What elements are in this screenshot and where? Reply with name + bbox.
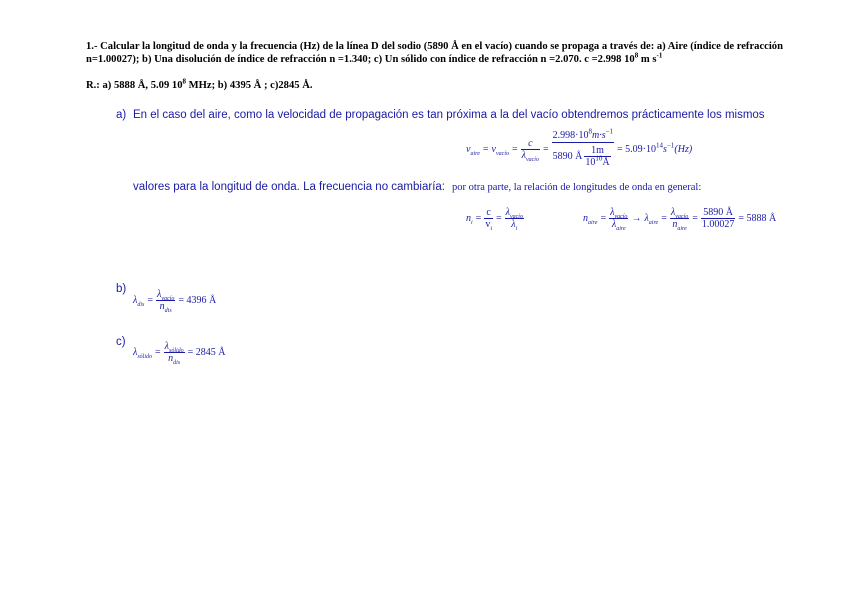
answer-exponent: 8 <box>182 77 187 86</box>
eqc-lambda-num-sub: sólido <box>169 347 184 354</box>
eq3-lambda-aire: λ <box>644 212 649 224</box>
refraction-index-equation: $n_i$ = $\frac{c}{v_i}$ = $\frac{\lambda_{vacío}}{\lambda_i}$ <box>466 206 523 232</box>
eq1-nu-vacio: ν <box>491 143 496 155</box>
eq1-num-units-exp: −1 <box>605 127 614 136</box>
eqc-lambda: λ <box>133 346 138 358</box>
eq2-v-sub: i <box>490 225 492 232</box>
air-wavelength-equation: $n_{aire}$ = $\frac{\lambda_{vacío}}{\lambda_{aire}}$ → $\lambda_{aire}$ = $\frac{\lambda_{vacío}}{n_{aire}}$ = $\frac{5890 Å}{1.00027}$ = 5888 Å <box>583 206 777 232</box>
eq3-n: n <box>583 212 588 224</box>
eqb-lambda-sub: dis <box>137 301 145 308</box>
part-b-equation: $\lambda_{dis}$ = $\frac{\lambda_{vacío}}{n_{dis}}$ = 4396 Å <box>133 288 217 314</box>
part-a-text-2: valores para la longitud de onda. La frecuencia no cambiaría: <box>133 181 445 193</box>
part-a-text-2-line <box>133 177 701 195</box>
eq3-n-sub: aire <box>588 219 598 226</box>
eq2-c-over-v <box>484 207 493 230</box>
eq1-c: c <box>521 138 540 150</box>
part-a-label: a) <box>116 109 127 121</box>
answer-suffix: MHz; b) 4395 Å ; c)2845 Å. <box>186 80 313 91</box>
eq3-result: = 5888 Å <box>738 212 777 224</box>
eq3-num-val: 5890 Å <box>701 207 736 219</box>
part-a-text-1: En el caso del aire, como la velocidad de propagación es tan próxima a la del vacío obtendremos prácticamente los mismos <box>133 109 765 121</box>
eq3-lambda-over-n <box>670 207 689 230</box>
eqb-n: n <box>159 300 165 312</box>
eq3-lambda-vacio: λ <box>670 206 676 218</box>
eq1-nu-aire: ν <box>466 143 471 155</box>
eq1-result-exp: 14 <box>656 141 664 150</box>
eq1-den-val: 5890 Å <box>552 151 583 162</box>
eq2-lambda-ratio <box>505 207 524 230</box>
eq3-n-den-sub: aire <box>677 225 687 232</box>
eq3-numeric-fraction <box>701 207 736 230</box>
eq2-lambda-num: λ <box>505 206 510 218</box>
eq2-lambda-num-sub: vacío <box>509 213 523 220</box>
c-units-exponent: -1 <box>656 51 663 60</box>
answer-line <box>86 77 313 91</box>
eqc-result: = 2845 Å <box>187 346 226 358</box>
part-c-label: c) <box>116 336 126 348</box>
eqb-lambda: λ <box>133 294 138 306</box>
part-b-label: b) <box>116 283 127 295</box>
eq1-num-exp: 8 <box>588 127 592 136</box>
eq1-den-den: 10 <box>585 157 596 168</box>
c-exponent: 8 <box>634 51 639 60</box>
eq3-lambda-aire-sub: aire <box>648 219 659 226</box>
eqb-n-sub: dis <box>164 307 172 314</box>
eq1-result: = 5.09·10 <box>617 143 657 155</box>
eqc-fraction <box>164 341 185 364</box>
eq3-lambda-den-sub: aire <box>616 225 626 232</box>
eq2-v: v <box>485 218 491 230</box>
eq1-den-den-unit: Å <box>602 157 610 168</box>
eqc-lambda-sub: sólido <box>137 353 153 360</box>
eq2-n-sub: i <box>471 219 473 226</box>
eq1-sub-vacio: vacío <box>496 150 509 157</box>
eq3-lambda-ratio <box>609 207 628 230</box>
eqb-lambda-num: λ <box>157 288 162 300</box>
eq1-lambda: λ <box>521 149 526 161</box>
part-c-equation: $\lambda_{sólido}$ = $\frac{\lambda_{sólido}}{n_{dis}}$ = 2845 Å <box>133 340 226 366</box>
eq3-lambda-num-sub: vacío <box>614 213 628 220</box>
eq2-c: c <box>484 207 493 219</box>
eq2-lambda-den: λ <box>511 218 516 230</box>
eq3-lambda-vacio-sub: vacío <box>675 213 689 220</box>
eqb-fraction <box>156 289 175 312</box>
eqc-n: n <box>168 352 174 364</box>
eq1-result-unit: (Hz) <box>674 143 693 155</box>
eq1-den-num: 1m <box>584 145 610 157</box>
eq2-n: n <box>466 212 471 224</box>
eq1-result-s-exp: −1 <box>666 141 675 150</box>
frequency-equation: $\nu_{aire}$ = $\nu_{vacío}$ = $\frac{c}{\lambda_{vacío}}$ = $2.998\cdot 10^8m\cdot s^{-1}$ 5890 Å $\frac{1m}{10^{10}Å}$ = $5.09\cdot 10^{14}s^{-1}(Hz)$ <box>466 127 693 168</box>
eqc-lambda-num: λ <box>164 340 169 352</box>
eq1-result-s: s <box>663 143 667 155</box>
part-a-text-2b: por otra parte, la relación de longitudes de onda en general: <box>451 182 702 193</box>
eq2-lambda-den-sub: i <box>515 225 518 232</box>
eq1-lambda-sub: vacío <box>525 156 539 163</box>
problem-text: 1.- Calcular la longitud de onda y la frecuencia (Hz) de la línea D del sodio (5890 Å en el vacío) cuando se propaga a través de: a) Aire (índice de refracción n=1.00027); b) Una disolución de índice de refracción n =1.340; c) Un sólido con índice de refracción n =2.070. c =2.998 10 <box>86 41 783 65</box>
eq1-conversion-fraction <box>584 145 610 168</box>
eqb-result: = 4396 Å <box>178 294 217 306</box>
problem-statement <box>86 40 816 66</box>
eq1-num-units: m·s <box>591 130 606 141</box>
eq3-arrow: → <box>631 212 642 224</box>
eq1-c-over-lambda <box>521 138 540 161</box>
answer-prefix: R.: a) 5888 Å, 5.09 10 <box>86 80 183 91</box>
c-units: m s <box>638 54 657 65</box>
eq3-lambda-den: λ <box>611 218 617 230</box>
eq1-sub-aire: aire <box>470 150 480 157</box>
eq1-numeric-fraction <box>552 127 614 168</box>
eq3-lambda-num: λ <box>610 206 615 218</box>
eqb-lambda-num-sub: vacío <box>161 295 175 302</box>
eq3-den-val: 1.00027 <box>701 218 735 230</box>
eq1-den-den-exp: 10 <box>595 154 603 163</box>
eqc-n-sub: dis <box>173 359 181 366</box>
eq1-num-val: 2.998·10 <box>552 130 589 141</box>
eq3-n-den: n <box>672 218 678 230</box>
